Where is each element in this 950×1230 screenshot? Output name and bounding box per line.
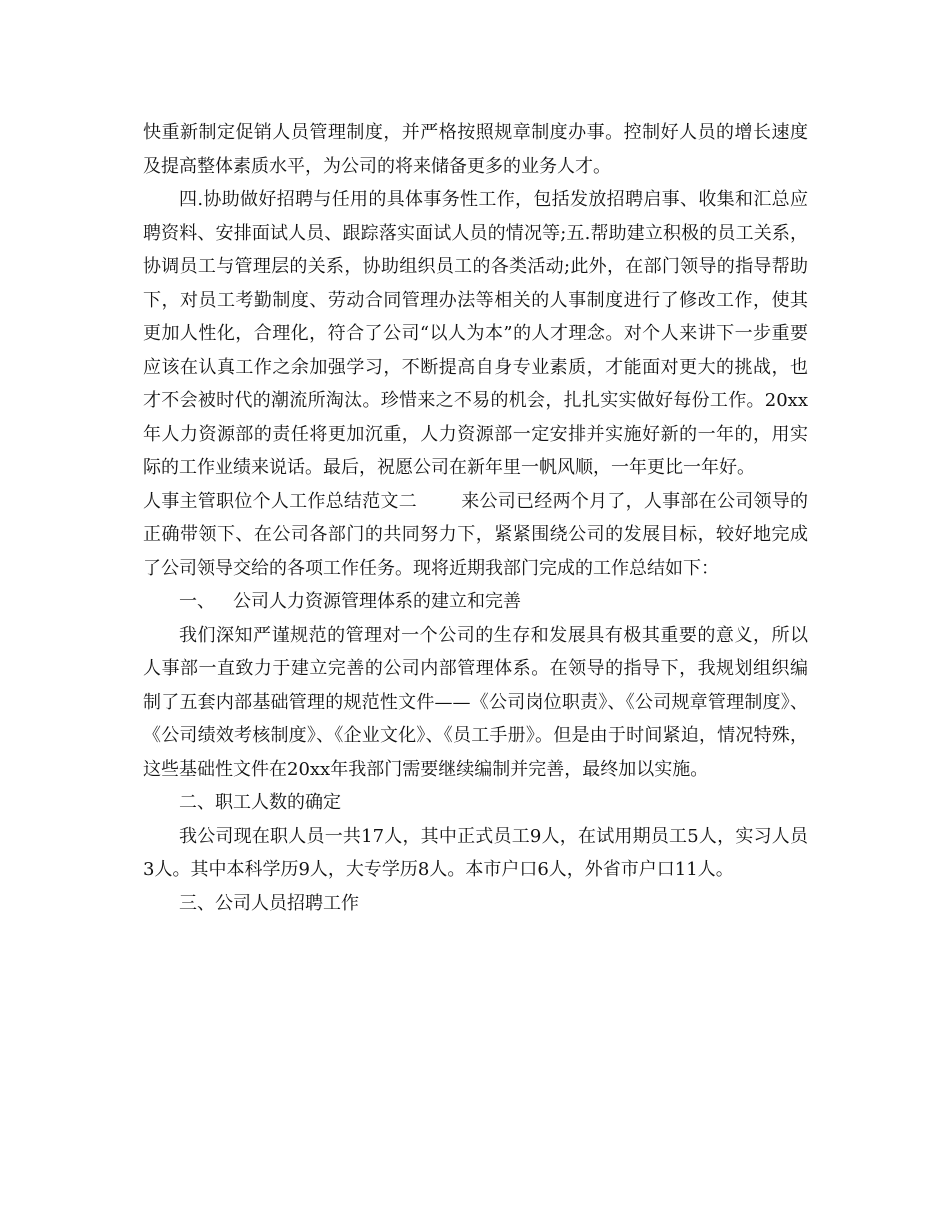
heading-three: 三、公司人员招聘工作 xyxy=(179,892,359,914)
paragraph-staff-count: 我公司现在职人员一共17人，其中正式员工9人，在试用期员工5人，实习人员3人。其中本科学历9人，大专学历8人。本市户口6人，外省市户口11人。 xyxy=(143,825,808,880)
heading-one-text: 公司人力资源管理体系的建立和完善 xyxy=(233,591,521,612)
heading-one xyxy=(143,585,808,619)
section-intro-text: 来公司已经两个月了，人事部在公司领导的正确带领下、在公司各部门的共同努力下，紧紧围绕公司的发展目标，较好地完成了公司领导交给的各项工作任务。现将近期我部门完成的工作总结如下： xyxy=(143,490,809,579)
heading-one-number: 一、 xyxy=(179,591,215,612)
paragraph-management-system: 我们深知严谨规范的管理对一个公司的生存和发展具有极其重要的意义，所以人事部一直致力于建立完善的公司内部管理体系。在领导的指导下，我规划组织编制了五套内部基础管理的规范性文件——《公司岗位职责》、《公司规章管理制度》、《公司绩效考核制度》、《企业文化》、《员工手册》。但是由于时间紧迫，情况特殊，这些基础性文件在20xx年我部门需要继续编制并完善，最终加以实施。 xyxy=(143,624,808,780)
paragraph-continued: 快重新制定促销人员管理制度，并严格按照规章制度办事。控制好人员的增长速度及提高整体素质水平，为公司的将来储备更多的业务人才。 xyxy=(143,122,808,177)
section-intro-paragraph xyxy=(143,485,808,586)
paragraph-item-four: 四.协助做好招聘与任用的具体事务性工作，包括发放招聘启事、收集和汇总应聘资料、安排面试人员、跟踪落实面试人员的情况等;五.帮助建立积极的员工关系，协调员工与管理层的关系，协助组织员工的各类活动;此外，在部门领导的指导帮助下，对员工考勤制度、劳动合同管理办法等相关的人事制度进行了修改工作，使其更加人性化，合理化，符合了公司“以人为本”的人才理念。对个人来讲下一步重要应该在认真工作之余加强学习，不断提高自身专业素质，才能面对更大的挑战，也才不会被时代的潮流所淘汰。珍惜来之不易的机会，扎扎实实做好每份工作。20xx年人力资源部的责任将更加沉重，人力资源部一定安排并实施好新的一年的，用实际的工作业绩来说话。最后，祝愿公司在新年里一帆风顺，一年更比一年好。 xyxy=(143,189,808,478)
heading-two: 二、职工人数的确定 xyxy=(179,792,341,813)
document-body xyxy=(143,116,808,920)
section-title: 人事主管职位个人工作总结范文二 xyxy=(143,490,417,512)
